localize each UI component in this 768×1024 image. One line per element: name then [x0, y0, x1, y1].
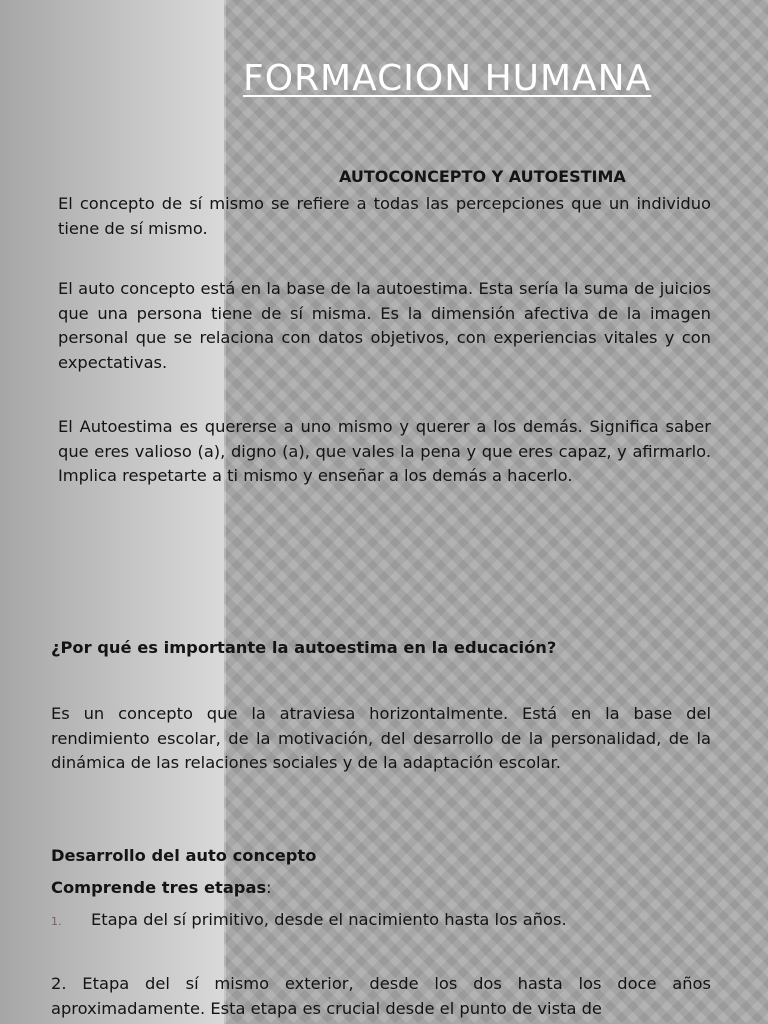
stages-intro-colon: : [266, 878, 272, 897]
development-heading: Desarrollo del auto concepto [51, 846, 317, 865]
paragraph-concept: El concepto de sí mismo se refiere a todas las percepciones que un individuo tiene de sí mismo. [58, 194, 711, 238]
paragraph-importance: Es un concepto que la atraviesa horizontalmente. Está en la base del rendimiento escolar, de la motivación, del desarrollo de la personalidad, de la dinámica de las relaciones sociales y de la adaptación escolar. [51, 704, 711, 772]
paragraph-autoconcepto: El auto concepto está en la base de la autoestima. Esta sería la suma de juicios que una persona tiene de sí misma. Es la dimensión afectiva de la imagen personal que se relaciona con datos objetivos, con experiencias vitales y con expectativas. [58, 279, 711, 372]
slide-title: FORMACION HUMANA [243, 58, 652, 99]
slide-content [51, 166, 711, 1018]
list-number: 1. [51, 915, 62, 928]
paragraph-stage-2: 2. Etapa del sí mismo exterior, desde los dos hasta los doce años aproximadamente. Esta etapa es crucial desde el punto de vista de [51, 974, 711, 1018]
left-accent-panel [0, 0, 224, 1024]
section-subtitle: AUTOCONCEPTO Y AUTOESTIMA [339, 167, 626, 186]
paragraph-autoestima: El Autoestima es quererse a uno mismo y querer a los demás. Significa saber que eres valioso (a), digno (a), que vales la pena y que eres capaz, y afirmarlo. Implica respetarte a ti mismo y enseñar a los demás a hacerlo. [58, 417, 711, 485]
list-item-stage-1 [51, 908, 711, 935]
stages-intro-label: Comprende tres etapas [51, 878, 267, 897]
stages-intro [51, 876, 272, 901]
stage-1-text: Etapa del sí primitivo, desde el nacimiento hasta los años. [91, 910, 567, 929]
question-heading: ¿Por qué es importante la autoestima en la educación? [51, 638, 557, 657]
